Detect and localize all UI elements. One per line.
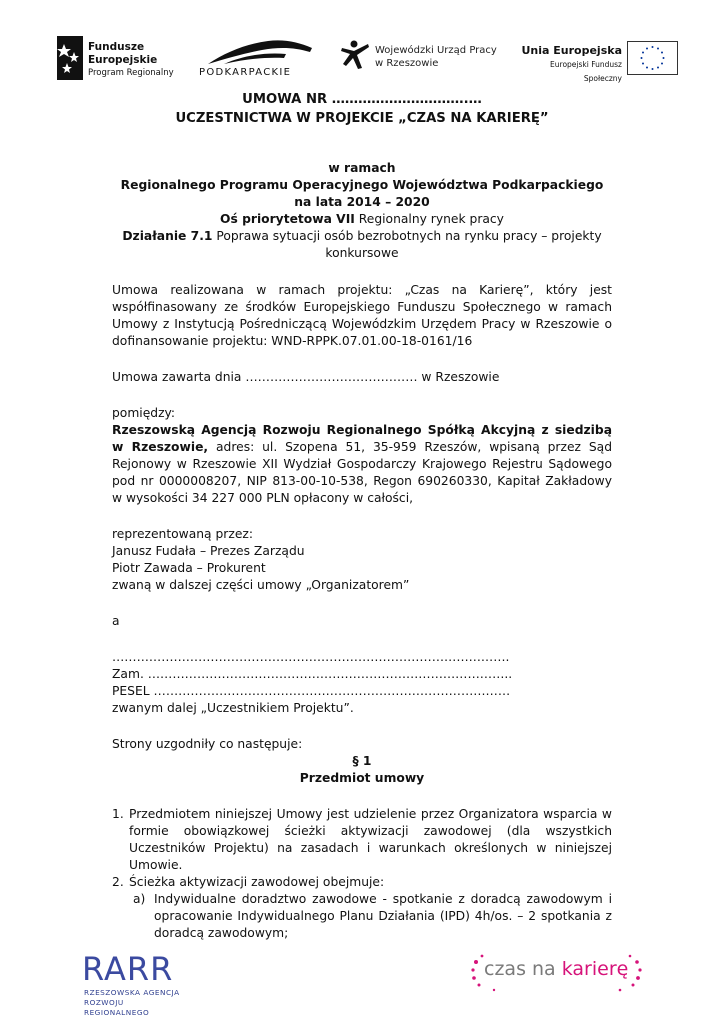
podkarpackie-logo xyxy=(196,34,328,84)
paragraph-title: Przedmiot umowy xyxy=(299,771,425,785)
organizer-definition: zwaną w dalszej części umowy „Organizatorem” xyxy=(112,578,410,592)
contract-number-title: UMOWA NR ………………………….… xyxy=(242,92,482,107)
representative-1: Janusz Fudała – Prezes Zarządu xyxy=(112,544,305,558)
list-item xyxy=(112,806,612,874)
czas-text-part2: karierę xyxy=(561,958,629,980)
czas-text xyxy=(484,958,628,980)
action-label: Działanie 7.1 xyxy=(122,229,213,243)
party-paragraph xyxy=(112,422,612,507)
wup-figure-icon xyxy=(340,38,372,72)
participant-address-line: Zam. …………………………………………………………………………….. xyxy=(112,667,513,681)
fe-text xyxy=(88,41,174,80)
action-text: Poprawa sytuacji osób bezrobotnych na rynku pracy – projekty konkursowe xyxy=(212,229,602,260)
party-details: adres: ul. Szopena 51, 35-959 Rzeszów, wpisaną przez Sąd Rejonowy w Rzeszowie XII Wydział Gospodarczy Krajowego Rejestru Sądowego pod nr 0000008207, NIP 813-00-10-538, Regon 690260330, Kapitał Zakładowy w wysokości 34 227 000 PLN opłacony w całości, xyxy=(112,440,612,505)
wup-line2: w Rzeszowie xyxy=(375,58,439,69)
wup-text xyxy=(375,44,497,70)
terms-list xyxy=(112,806,612,942)
and-label: a xyxy=(112,614,120,628)
between-label: pomiędzy: xyxy=(112,406,176,420)
rarr-big-text: RARR xyxy=(82,950,174,988)
list-item-number: 2. xyxy=(112,875,124,889)
fe-line2: Europejskie xyxy=(88,54,158,66)
priority-axis-text: Regionalny rynek pracy xyxy=(354,212,504,226)
header-w-ramach: w ramach xyxy=(328,161,396,175)
fe-star-icon xyxy=(57,36,83,80)
header-years: na lata 2014 – 2020 xyxy=(294,195,430,209)
header-program: Regionalnego Programu Operacyjnego Województwa Podkarpackiego xyxy=(120,178,604,192)
ue-line1: Unia Europejska xyxy=(521,44,622,57)
ue-line2: Europejski Fundusz Społeczny xyxy=(550,60,622,83)
priority-axis-label: Oś priorytetowa VII xyxy=(220,212,355,226)
party-name: Rzeszowską Agencją Rozwoju Regionalnego Spółką Akcyjną z siedzibą w Rzeszowie, xyxy=(112,423,612,454)
ue-logo xyxy=(512,34,677,84)
czas-text-part1: czas na xyxy=(484,958,562,980)
rarr-sub-line2: ROZWOJU REGIONALNEGO xyxy=(84,998,150,1017)
podkarpackie-mountain-icon xyxy=(206,38,316,66)
wup-logo xyxy=(340,34,500,84)
represented-by: reprezentowaną przez: xyxy=(112,527,253,541)
participant-pesel-line: PESEL …………………………………………………………………………… xyxy=(112,684,511,698)
parties-agreed: Strony uzgodniły co następuje: xyxy=(112,737,303,751)
header-action xyxy=(112,228,612,262)
participant-name-line: ……………………………………………………………………………………. xyxy=(112,650,510,664)
wup-line1: Wojewódzki Urząd Pracy xyxy=(375,45,497,56)
fe-line1: Fundusze xyxy=(88,41,145,53)
sub-list-item-text: Indywidualne doradztwo zawodowe - spotkanie z doradcą zawodowym i opracowanie Indywidualnego Planu Działania (IPD) 4h/os. – 2 spotkania z doradcą zawodowym; xyxy=(154,892,612,940)
sub-list-item-letter: a) xyxy=(133,892,146,906)
rarr-sub-line1: RZESZOWSKA AGENCJA xyxy=(84,988,180,997)
list-item xyxy=(112,874,612,942)
rarr-subtitle xyxy=(84,988,182,1018)
eu-flag-icon xyxy=(627,41,678,75)
conclusion-date-line: Umowa zawarta dnia …………………………………… w Rzeszowie xyxy=(112,370,500,384)
rarr-logo xyxy=(82,950,182,1017)
list-item-text: Ścieżka aktywizacji zawodowej obejmuje: xyxy=(129,875,385,889)
fe-line3: Program Regionalny xyxy=(88,68,174,78)
ue-text xyxy=(512,44,622,86)
representative-2: Piotr Zawada – Prokurent xyxy=(112,561,266,575)
header-priority-axis xyxy=(112,211,612,228)
paragraph-number: § 1 xyxy=(352,754,372,768)
logo-bar xyxy=(0,34,725,90)
czas-na-kariere-logo xyxy=(470,952,645,994)
participant-definition: zwanym dalej „Uczestnikiem Projektu”. xyxy=(112,701,354,715)
list-item-text: Przedmiotem niniejszej Umowy jest udzielenie przez Organizatora wsparcia w formie obowiązkowej ścieżki aktywizacji zawodowej (dla wszystkich Uczestników Projektu) na zasadach i warunkach określonych w niniejszej Umowie. xyxy=(129,807,612,872)
contract-title: UCZESTNICTWA W PROJEKCIE „CZAS NA KARIERĘ” xyxy=(175,111,549,126)
list-item-number: 1. xyxy=(112,807,124,821)
document-body xyxy=(112,90,612,942)
podkarpackie-text: PODKARPACKIE xyxy=(199,67,292,78)
fundusze-europejskie-logo xyxy=(57,34,177,84)
intro-paragraph: Umowa realizowana w ramach projektu: „Czas na Karierę”, który jest współfinasowany ze środków Europejskiego Funduszu Społecznego w ramach Umowy z Instytucją Pośredniczącą Wojewódzkim Urzędem Pracy w Rzeszowie o dofinansowanie projektu: WND-RPPK.07.01.00-18-0161/16 xyxy=(112,283,612,348)
sub-list-item xyxy=(129,891,612,942)
